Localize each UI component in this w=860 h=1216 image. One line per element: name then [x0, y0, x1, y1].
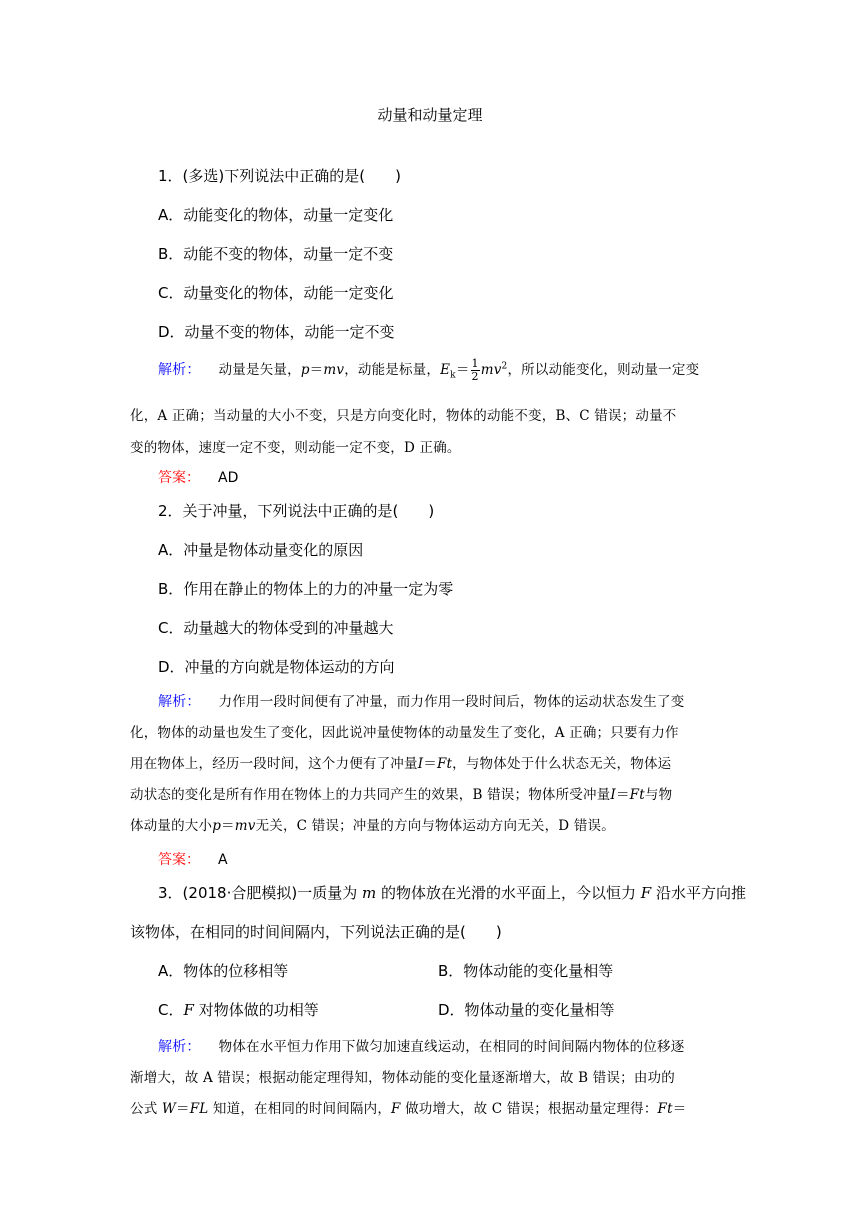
question-2-analysis-line-2: 化，物体的动量也发生了变化，因此说冲量使物体的动量发生了变化，A 正确；只要有力作 [130, 725, 679, 741]
formula-i-ft-2: I [610, 787, 616, 803]
analysis-label: 解析： [158, 362, 201, 378]
analysis-label: 解析： [158, 694, 201, 710]
question-3-stem-line-2: 该物体，在相同的时间间隔内，下列说法正确的是( ) [130, 923, 502, 941]
question-3-analysis-line-2: 渐增大，故 A 错误；根据动能定理得知，物体动能的变化量逐渐增大，故 B 错误；由功的 [130, 1070, 675, 1086]
question-2-analysis-line-5: 体动量的大小p＝mv无关，C 错误；冲量的方向与物体运动方向无关，D 错误。 [130, 818, 615, 834]
formula-p-mv: p [300, 362, 310, 378]
question-1-option-b: B．动能不变的物体，动量一定不变 [158, 245, 394, 263]
question-3-option-c: C．F 对物体做的功相等 [158, 1001, 319, 1019]
question-2-option-d: D．冲量的方向就是物体运动的方向 [158, 658, 395, 676]
question-2-option-a: A．冲量是物体动量变化的原因 [158, 541, 364, 559]
question-3-option-b: B．物体动能的变化量相等 [438, 962, 614, 980]
question-3-option-a: A．物体的位移相等 [158, 962, 289, 980]
question-2-analysis-line-4: 动状态的变化是所有作用在物体上的力共同产生的效果，B 错误；物体所受冲量I＝Ft与物 [130, 787, 673, 803]
question-2-analysis-line-1: 解析： 力作用一段时间便有了冲量，而力作用一段时间后，物体的运动状态发生了变 [158, 694, 685, 710]
question-1-option-a: A．动能变化的物体，动量一定变化 [158, 206, 394, 224]
question-3-analysis-line-1: 解析： 物体在水平恒力作用下做匀加速直线运动，在相同的时间间隔内物体的位移逐 [158, 1039, 685, 1055]
answer-label: 答案： [158, 470, 200, 486]
question-2-option-b: B．作用在静止的物体上的力的冲量一定为零 [158, 580, 454, 598]
formula-p-mv-2: p [212, 818, 222, 834]
question-2-option-c: C．动量越大的物体受到的冲量越大 [158, 619, 394, 637]
question-2-stem: 2．关于冲量，下列说法中正确的是( ) [158, 502, 435, 520]
question-2-analysis-line-3: 用在物体上，经历一段时间，这个力便有了冲量I＝Ft，与物体处于什么状态无关，物体运 [130, 756, 672, 772]
document-title: 动量和动量定理 [377, 106, 483, 124]
question-1-answer: 答案： AD [158, 470, 239, 486]
question-3-option-d: D．物体动量的变化量相等 [438, 1001, 615, 1019]
fraction-one-half: $\frac{1}{2}$ [471, 357, 479, 383]
question-1-analysis-line-3: 变的物体，速度一定不变，则动能一定不变，D 正确。 [130, 440, 461, 456]
question-3-analysis-line-3: 公式 W＝FL 知道，在相同的时间间隔内，F 做功增大，故 C 错误；根据动量定理得：Ft＝ [130, 1101, 687, 1117]
formula-i-ft: I [417, 756, 424, 772]
question-3-stem-line-1: 3．(2018·合肥模拟)一质量为 m 的物体放在光滑的水平面上，今以恒力 F 沿水平方向推 [158, 884, 747, 902]
question-1-analysis-line-2: 化，A 正确；当动量的大小不变，只是方向变化时，物体的动能不变，B、C 错误；动量不 [130, 408, 677, 424]
question-1-option-c: C．动量变化的物体，动能一定变化 [158, 284, 394, 302]
analysis-label: 解析： [158, 1039, 201, 1055]
question-1-stem: 1．(多选)下列说法中正确的是( ) [158, 167, 401, 185]
formula-ek: E [440, 362, 451, 378]
question-1-analysis-line-1: 解析： 动量是矢量，p＝mv，动能是标量，$E_k=$ $\frac{1}{2}$ $mv^2$，所以动能变化，则动量一定变 [158, 357, 700, 383]
question-2-answer: 答案： A [158, 852, 228, 868]
answer-label: 答案： [158, 852, 200, 868]
question-1-option-d: D．动量不变的物体，动能一定不变 [158, 323, 395, 341]
